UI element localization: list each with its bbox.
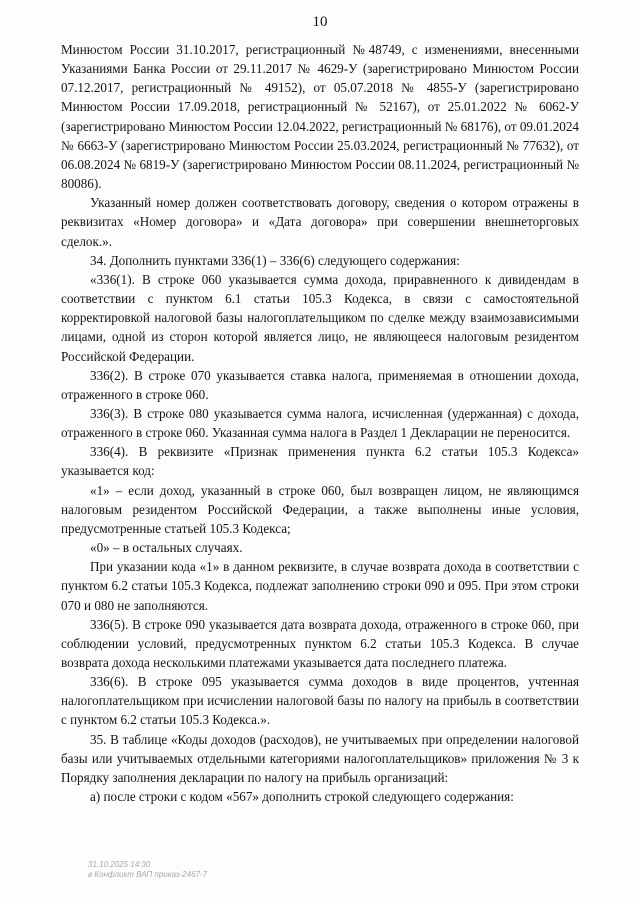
footer-file-reference: в Конфликт ВАП приказ-2467-7 bbox=[88, 870, 208, 879]
footer-timestamp: 31.10.2025 14:30 bbox=[88, 860, 151, 869]
paragraph: а) после строки с кодом «567» дополнить строкой следующего содержания: bbox=[90, 789, 514, 805]
paragraph: Указанный номер должен соответствовать договору, сведения о котором отражены в реквизитах «Номер договора» и «Дата договора» при совершении внешнеторговых сделок.». bbox=[61, 195, 579, 249]
paragraph: 336(3). В строке 080 указывается сумма налога, исчисленная (удержанная) с дохода, отраженного в строке 060. Указанная сумма налога в Раздел 1 Декларации не переносится. bbox=[61, 405, 579, 441]
page-number: 10 bbox=[312, 14, 328, 30]
paragraph: 34. Дополнить пунктами 336(1) – 336(6) следующего содержания: bbox=[90, 252, 460, 268]
paragraph: 336(5). В строке 090 указывается дата возврата дохода, отраженного в строке 060, при соблюдении условий, предусмотренных пунктом 6.2 статьи 105.3 Кодекса. В случае возврата дохода несколькими платежами указывается дата последнего платежа. bbox=[61, 616, 579, 670]
paragraph: «1» – если доход, указанный в строке 060, был возвращен лицом, не являющимся налоговым резидентом Российской Федерации, а также выполнены иные условия, предусмотренные статьей 105.3 Кодекса; bbox=[61, 482, 579, 536]
paragraph: «336(1). В строке 060 указывается сумма дохода, приравненного к дивидендам в соответствии с пунктом 6.1 статьи 105.3 Кодекса, в связи с самостоятельной корректировкой налоговой базы налогоплательщиком по сделке между взаимозависимыми лицами, одной из сторон которой является лицо, не являющееся налоговым резидентом Российской Федерации. bbox=[61, 271, 579, 364]
paragraph: Минюстом России 31.10.2017, регистрационный №48749, с изменениями, внесенными Указаниями Банка России от 29.11.2017 № 4629-У (зарегистрировано Минюстом России 07.12.2017, регистрационный № 49152), от 05.07.2018 № 4855-У (зарегистрировано Минюстом России 17.09.2018, регистрационный № 52167), от 25.01.2022 № 6062-У (зарегистрировано Минюстом России 12.04.2022, регистрационный № 68176), от 09.01.2024 № 6663-У (зарегистрировано Минюстом России 25.03.2024, регистрационный № 77632), от 06.08.2024 № 6819-У (зарегистрировано Минюстом России 08.11.2024, регистрационный № 80086). bbox=[61, 42, 579, 192]
paragraph: 336(2). В строке 070 указывается ставка налога, применяемая в отношении дохода, отраженного в строке 060. bbox=[61, 367, 579, 402]
footer-stamp bbox=[88, 860, 207, 880]
paragraph: 336(6). В строке 095 указывается сумма доходов в виде процентов, учтенная налогоплательщиком при исчислении налоговой базы по налогу на прибыль в соответствии с пунктом 6.2 статьи 105.3 Кодекса.». bbox=[61, 674, 579, 728]
paragraph: «0» – в остальных случаях. bbox=[90, 540, 243, 556]
paragraph: 35. В таблице «Коды доходов (расходов), не учитываемых при определении налоговой базы или учитываемых отдельными категориями налогоплательщиков» приложения № 3 к Порядку заполнения декларации по налогу на прибыль организаций: bbox=[61, 731, 579, 785]
paragraph: 336(4). В реквизите «Признак применения пункта 6.2 статьи 105.3 Кодекса» указывается код: bbox=[61, 444, 579, 479]
document-body bbox=[61, 40, 579, 806]
paragraph: При указании кода «1» в данном реквизите, в случае возврата дохода в соответствии с пунктом 6.2 статьи 105.3 Кодекса, подлежат заполнению строки 090 и 095. При этом строки 070 и 080 не заполняются. bbox=[61, 559, 579, 613]
